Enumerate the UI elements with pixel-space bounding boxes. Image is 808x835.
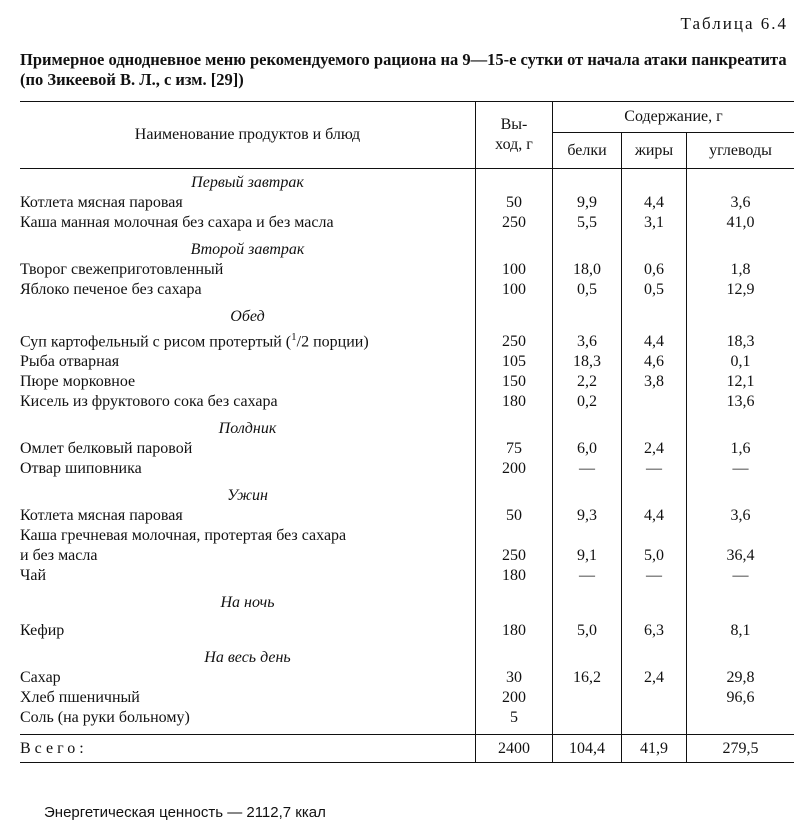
product-output: 200 [476,688,553,708]
header-carbs: углеводы [687,133,795,169]
product-name: Хлеб пшеничный [20,688,476,708]
product-proteins: 18,0 [553,260,622,280]
product-output: 100 [476,280,553,300]
table-row [20,459,794,479]
product-fats: 5,0 [622,546,687,566]
section-header [20,641,794,668]
section-empty-cell [476,586,553,613]
table-row [20,280,794,300]
header-output [476,102,553,169]
section-header [20,586,794,613]
product-name: и без масла [20,546,476,566]
total-output: 2400 [476,735,553,763]
product-fats: 3,8 [622,372,687,392]
product-name: Пюре морковное [20,372,476,392]
product-carbs: 3,6 [730,194,751,211]
product-name: Котлета мясная паровая [20,193,476,213]
table-row [20,526,794,546]
product-output: 180 [476,392,553,412]
table-row [20,546,794,566]
table-row [20,392,794,412]
table-row [20,213,794,233]
section-empty-cell [687,233,795,260]
product-fats: 4,6 [622,352,687,372]
section-empty-cell [553,479,622,506]
table-body [20,169,794,763]
table-row [20,708,794,728]
product-name: Кефир [20,613,476,641]
menu-table [20,101,794,763]
product-carbs: — [732,460,749,478]
section-header [20,169,794,194]
product-proteins [553,526,622,546]
table-number: Таблица 6.4 [680,14,788,33]
product-name: Котлета мясная паровая [20,506,476,526]
section-empty-cell [622,479,687,506]
product-name: Суп картофельный с рисом протертый ($^1$/2 порции) [20,327,476,352]
product-carbs: 1,6 [730,440,751,458]
product-carbs: — [732,567,749,585]
product-name: Творог свежеприготовленный [20,260,476,280]
product-carbs: 96,6 [726,689,755,707]
section-empty-cell [622,412,687,439]
section-empty-cell [687,412,795,439]
section-empty-cell [553,300,622,327]
table-row [20,613,794,641]
product-proteins: 9,9 [553,193,622,213]
section-title: На весь день [20,641,476,668]
product-proteins [553,708,622,728]
product-carbs: 18,3 [726,333,755,351]
section-empty-cell [687,479,795,506]
product-carbs: 12,1 [726,373,755,391]
header-output-line1: Вы- [500,116,528,133]
product-proteins: 5,0 [553,613,622,641]
product-proteins: 0,5 [553,280,622,300]
product-name: Каша манная молочная без сахара и без масла [20,213,476,233]
product-proteins: 9,1 [553,546,622,566]
product-proteins: 2,2 [553,372,622,392]
section-empty-cell [622,233,687,260]
table-row [20,327,794,352]
product-proteins: — [553,459,622,479]
product-carbs: 13,6 [726,393,755,411]
product-fats: 2,4 [622,439,687,459]
product-name: Яблоко печеное без сахара [20,280,476,300]
header-fats: жиры [622,133,687,169]
header-proteins: белки [553,133,622,169]
product-output: 100 [476,260,553,280]
section-empty-cell [553,641,622,668]
table-caption: Примерное однодневное меню рекомендуемого рациона на 9—15-е сутки от начала атаки панкреатита (по Зикеевой В. Л., с изм. [29]) [20,50,787,89]
product-proteins: 16,2 [553,668,622,688]
product-proteins: 0,2 [553,392,622,412]
product-proteins: 3,6 [553,327,622,352]
product-name: Рыба отварная [20,352,476,372]
section-header [20,233,794,260]
product-proteins: 6,0 [553,439,622,459]
section-title: Первый завтрак [20,169,476,194]
product-output [476,526,553,546]
product-output: 30 [476,668,553,688]
product-name: Кисель из фруктового сока без сахара [20,392,476,412]
section-empty-cell [553,233,622,260]
product-proteins: — [553,566,622,586]
product-output: 75 [476,439,553,459]
section-title: Обед [20,300,476,327]
product-fats [622,688,687,708]
section-header [20,412,794,439]
table-row [20,352,794,372]
product-output: 250 [476,327,553,352]
total-row [20,735,794,763]
product-fats: 2,4 [622,668,687,688]
section-empty-cell [687,169,795,194]
product-fats: 3,1 [622,213,687,233]
product-output: 180 [476,566,553,586]
table-row [20,668,794,688]
section-title: Второй завтрак [20,233,476,260]
header-output-line2: ход, г [495,136,533,153]
product-output: 200 [476,459,553,479]
section-empty-cell [622,300,687,327]
product-output: 50 [476,506,553,526]
section-empty-cell [553,412,622,439]
section-empty-cell [476,300,553,327]
section-empty-cell [553,169,622,194]
product-carbs: 29,8 [726,669,755,687]
section-header [20,300,794,327]
product-fats: 4,4 [622,193,687,213]
product-output: 50 [476,193,553,213]
section-title: Полдник [20,412,476,439]
product-name: Каша гречневая молочная, протертая без сахара [20,526,476,546]
table-row [20,439,794,459]
product-carbs: 0,1 [730,353,751,371]
energy-value: Энергетическая ценность — 2112,7 ккал [44,804,326,821]
product-proteins: 18,3 [553,352,622,372]
section-empty-cell [687,300,795,327]
product-proteins: 9,3 [553,506,622,526]
table-row [20,260,794,280]
product-carbs: 36,4 [726,547,755,565]
product-fats [622,708,687,728]
product-fats: 6,3 [622,613,687,641]
header-name: Наименование продуктов и блюд [20,102,476,169]
table-row [20,688,794,708]
product-name: Омлет белковый паровой [20,439,476,459]
product-carbs: 12,9 [726,281,755,298]
product-fats: — [622,459,687,479]
section-empty-cell [476,641,553,668]
product-output: 150 [476,372,553,392]
product-proteins [553,688,622,708]
total-carbs: 279,5 [687,735,795,763]
product-output: 180 [476,613,553,641]
product-carbs: 3,6 [730,507,751,525]
product-name: Отвар шиповника [20,459,476,479]
product-name: Чай [20,566,476,586]
section-empty-cell [687,641,795,668]
product-fats: 4,4 [622,506,687,526]
section-empty-cell [622,169,687,194]
product-proteins: 5,5 [553,213,622,233]
product-fats [622,392,687,412]
section-empty-cell [476,479,553,506]
product-carbs [687,708,795,728]
product-name: Сахар [20,668,476,688]
total-proteins: 104,4 [553,735,622,763]
header-content: Содержание, г [553,102,795,133]
product-output: 5 [476,708,553,728]
product-fats: 0,6 [622,260,687,280]
section-empty-cell [476,412,553,439]
section-empty-cell [687,586,795,613]
product-carbs: 41,0 [726,214,755,231]
section-empty-cell [476,169,553,194]
section-empty-cell [553,586,622,613]
product-fats [622,526,687,546]
product-carbs: 1,8 [730,261,751,278]
table-row [20,566,794,586]
product-output: 250 [476,213,553,233]
product-fats: — [622,566,687,586]
total-fats: 41,9 [622,735,687,763]
section-title: Ужин [20,479,476,506]
table-row [20,193,794,213]
table-row [20,506,794,526]
product-fats: 0,5 [622,280,687,300]
section-empty-cell [476,233,553,260]
table-row [20,372,794,392]
section-empty-cell [622,586,687,613]
section-empty-cell [622,641,687,668]
section-header [20,479,794,506]
product-carbs: 8,1 [730,622,751,640]
product-fats: 4,4 [622,327,687,352]
product-carbs [687,526,795,546]
product-output: 105 [476,352,553,372]
total-label: Всего: [20,735,476,763]
product-output: 250 [476,546,553,566]
section-title: На ночь [20,586,476,613]
product-name: Соль (на руки больному) [20,708,476,728]
